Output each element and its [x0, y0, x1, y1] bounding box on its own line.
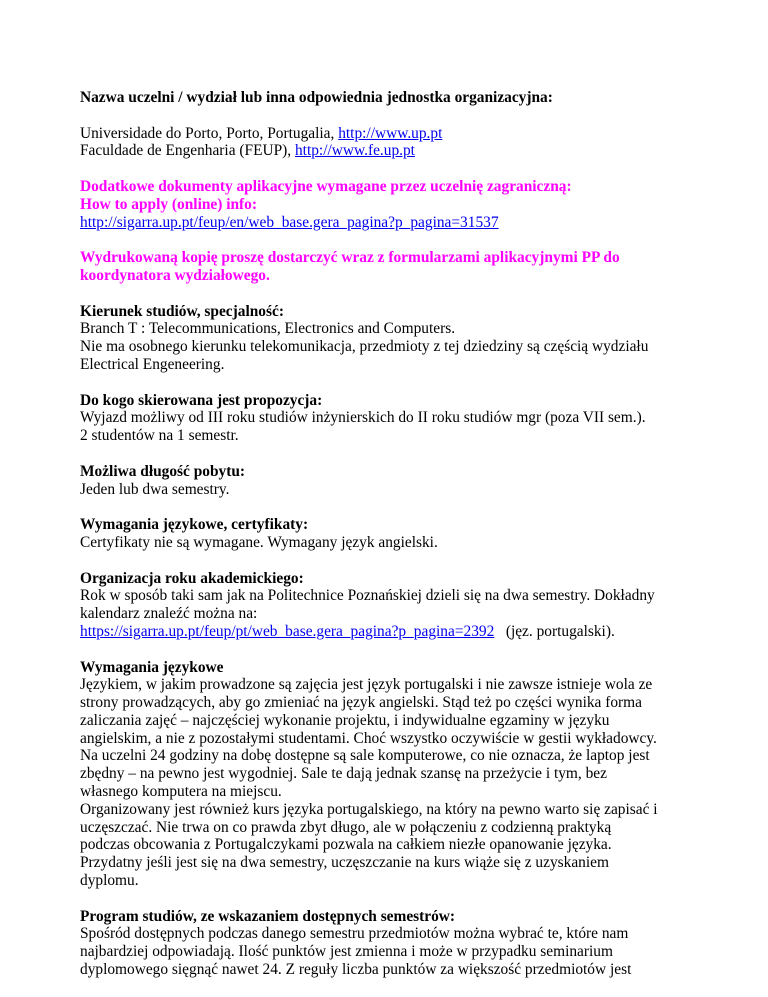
calendar-heading: Organizacja roku akademickiego:: [80, 569, 304, 587]
faculty-link[interactable]: http://www.fe.up.pt: [294, 142, 415, 160]
language-req-line: zaliczania zajęć – najczęściej wykonanie projektu, i indywidualne egzaminy w języku: [80, 711, 610, 729]
documents-subheading: How to apply (online) info:: [80, 195, 258, 213]
language-req-line: Przydatny jeśli jest się na dwa semestry, uczęszczanie na kurs wiąże się z uzyskaniem: [80, 854, 609, 872]
section-notice: [80, 249, 700, 285]
field-line-1: Branch T : Telecommunications, Electronics and Computers.: [80, 320, 456, 338]
section-field: [80, 303, 700, 374]
language-req-line: strony prowadzących, aby go zmieniać na język angielski. Stąd też po części wynika forma: [80, 694, 642, 712]
language-req-line: podczas obcowania z Portugalczykami pozwala na całkiem niezłe opanowanie języka.: [80, 836, 612, 854]
documents-link[interactable]: http://sigarra.up.pt/feup/en/web_base.gera_pagina?p_pagina=31537: [80, 213, 499, 231]
calendar-link-suffix: (jęz. portugalski).: [494, 622, 615, 640]
section-language-requirements: [80, 659, 700, 890]
section-language-certs: [80, 516, 700, 552]
language-req-line: Na uczelni 24 godziny na dobę dostępne są sale komputerowe, co nie oznacza, że laptop jest: [80, 747, 650, 765]
language-req-line: uczęszczać. Nie trwa on co prawda zbyt długo, ale w połączeniu z codzienną praktyką: [80, 818, 612, 836]
faculty-line: [80, 142, 700, 160]
language-certs-heading: Wymagania językowe, certyfikaty:: [80, 516, 309, 534]
calendar-line-2: kalendarz znaleźć można na:: [80, 605, 258, 623]
section-audience: [80, 392, 700, 445]
program-line: najbardziej odpowiadają. Ilość punktów jest zmienna i może w przypadku seminarium: [80, 943, 613, 961]
audience-line-1: Wyjazd możliwy od III roku studiów inżynierskich do II roku studiów mgr (poza VII sem.).: [80, 409, 646, 427]
field-line-2: Nie ma osobnego kierunku telekomunikacja, przedmioty z tej dziedziny są częścią wydziału: [80, 338, 649, 356]
university-line: [80, 125, 700, 143]
duration-heading: Możliwa długość pobytu:: [80, 462, 246, 480]
documents-heading: Dodatkowe dokumenty aplikacyjne wymagane przez uczelnię zagraniczną:: [80, 177, 572, 195]
field-heading: Kierunek studiów, specjalność:: [80, 302, 284, 320]
faculty-text: Faculdade de Engenharia (FEUP),: [80, 142, 295, 160]
language-req-line: dyplomu.: [80, 872, 139, 890]
language-req-heading: Wymagania językowe: [80, 658, 224, 676]
calendar-line-1: Rok w sposób taki sam jak na Politechnice Poznańskiej dzieli się na dwa semestry. Dokładny: [80, 587, 655, 605]
audience-line-2: 2 studentów na 1 semestr.: [80, 427, 239, 445]
section-university-links: [80, 125, 700, 161]
section-calendar: [80, 570, 700, 641]
program-line: dyplomowego sięgnąć nawet 24. Z reguły liczba punktów za większość przedmiotów jest: [80, 961, 632, 979]
university-heading: Nazwa uczelni / wydział lub inna odpowiednia jednostka organizacyjna:: [80, 89, 553, 106]
section-duration: [80, 463, 700, 499]
notice-line-2: koordynatora wydziałowego.: [80, 266, 270, 284]
university-text: Universidade do Porto, Porto, Portugalia,: [80, 124, 339, 142]
program-heading: Program studiów, ze wskazaniem dostępnych semestrów:: [80, 907, 456, 925]
audience-heading: Do kogo skierowana jest propozycja:: [80, 391, 323, 409]
program-line: Spośród dostępnych podczas danego semestru przedmiotów można wybrać te, które nam: [80, 925, 629, 943]
language-req-line: angielskim, a nie z pozostałymi studentami. Choć wszystko oczywiście w gestii wykładowcy.: [80, 729, 657, 747]
calendar-link[interactable]: https://sigarra.up.pt/feup/pt/web_base.gera_pagina?p_pagina=2392: [80, 622, 495, 640]
section-documents: [80, 178, 700, 231]
language-certs-line-1: Certyfikaty nie są wymagane. Wymagany język angielski.: [80, 533, 438, 551]
calendar-link-line: [80, 623, 700, 641]
document-content: [80, 89, 700, 997]
section-program: [80, 908, 700, 979]
university-link[interactable]: http://www.up.pt: [338, 124, 443, 142]
language-req-line: Językiem, w jakim prowadzone są zajęcia jest język portugalski i nie zawsze istnieje wola ze: [80, 676, 653, 694]
section-university: [80, 89, 700, 107]
language-req-line: własnego komputera na miejscu.: [80, 783, 282, 801]
notice-line-1: Wydrukowaną kopię proszę dostarczyć wraz z formularzami aplikacyjnymi PP do: [80, 249, 620, 267]
language-req-line: Organizowany jest również kurs języka portugalskiego, na który na pewno warto się zapisać i: [80, 800, 658, 818]
duration-line-1: Jeden lub dwa semestry.: [80, 480, 230, 498]
language-req-line: zbędny – na pewno jest wygodniej. Sale te dają jednak szansę na przeżycie i tym, bez: [80, 765, 607, 783]
field-line-3: Electrical Engeneering.: [80, 355, 225, 373]
